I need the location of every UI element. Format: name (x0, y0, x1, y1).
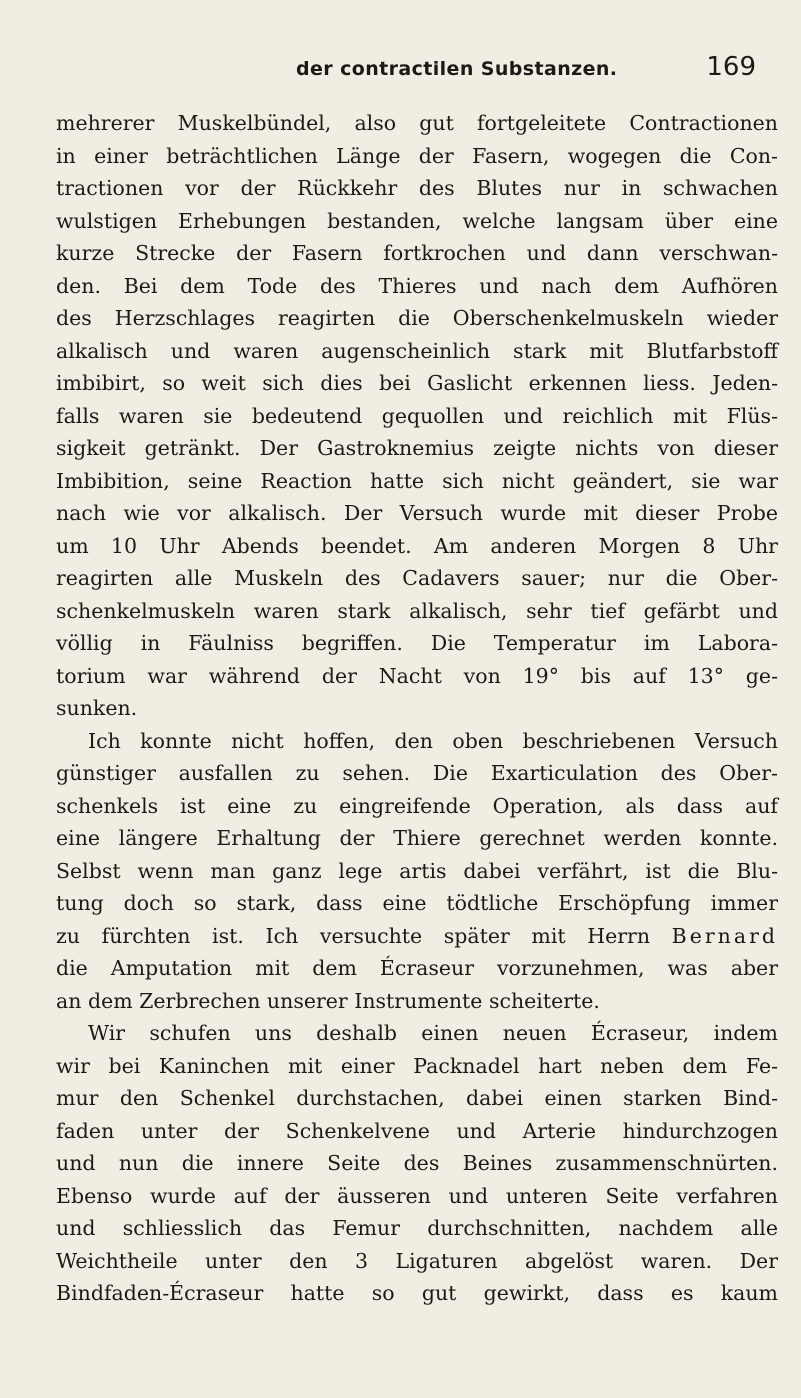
text-line: völlig in Fäulniss begriffen. Die Temperatur im Labora- (56, 631, 778, 655)
page-number: 169 (706, 52, 756, 82)
text-line: wulstigen Erhebungen bestanden, welche langsam über eine (56, 208, 778, 233)
text-line: sigkeit getränkt. Der Gastroknemius zeigte nichts von dieser (56, 436, 778, 460)
text-line-with-name (56, 920, 778, 953)
text-line: um 10 Uhr Abends beendet. Am anderen Morgen 8 Uhr (56, 533, 778, 558)
text-line: in einer beträchtlichen Länge der Fasern, wogegen die Con- (56, 143, 778, 168)
text-line: faden unter der Schenkelvene und Arterie hindurchzogen (56, 1118, 778, 1143)
text-line: eine längere Erhaltung der Thiere gerechnet werden konnte. (56, 826, 778, 850)
text-line: alkalisch und waren augenscheinlich stark mit Blutfarbstoff (56, 338, 778, 363)
text-line: mur den Schenkel durchstachen, dabei einen starken Bind- (56, 1086, 778, 1110)
text-line: Bindfaden-Écraseur hatte so gut gewirkt, dass es kaum (56, 1281, 778, 1305)
text-line: schenkelmuskeln waren stark alkalisch, sehr tief gefärbt und (56, 598, 778, 623)
text-line: imbibirt, so weit sich dies bei Gaslicht erkennen liess. Jeden- (56, 371, 778, 395)
text-line: nach wie vor alkalisch. Der Versuch wurde mit dieser Probe (56, 501, 778, 525)
text-line: Ebenso wurde auf der äusseren und unteren Seite verfahren (56, 1183, 778, 1208)
text-line: sunken. (56, 696, 138, 720)
running-header (56, 52, 756, 84)
text-line: Weichtheile unter den 3 Ligaturen abgelöst waren. Der (56, 1248, 778, 1273)
text-line: und nun die innere Seite des Beines zusammenschnürten. (56, 1151, 778, 1175)
text-line: günstiger ausfallen zu sehen. Die Exarticulation des Ober- (56, 761, 778, 785)
text-line: torium war während der Nacht von 19° bis auf 13° ge- (56, 663, 778, 688)
running-title: der contractilen Substanzen. (296, 58, 618, 80)
text-line: falls waren sie bedeutend gequollen und reichlich mit Flüs- (56, 403, 778, 428)
person-name: Bernard (671, 923, 778, 948)
text-line: und schliesslich das Femur durchschnitten, nachdem alle (56, 1216, 778, 1240)
text-line: kurze Strecke der Fasern fortkrochen und dann verschwan- (56, 241, 778, 265)
text-line: an dem Zerbrechen unserer Instrumente scheiterte. (56, 988, 600, 1013)
text-line: reagirten alle Muskeln des Cadavers sauer; nur die Ober- (56, 566, 778, 590)
text-line: Ich konnte nicht hoffen, den oben beschriebenen Versuch (88, 728, 778, 753)
text-fragment: zu fürchten ist. Ich versuchte später mit Herrn (56, 923, 651, 948)
text-line: schenkels ist eine zu eingreifende Operation, als dass auf (56, 793, 778, 818)
body-text (56, 107, 778, 1310)
text-line: tractionen vor der Rückkehr des Blutes nur in schwachen (56, 176, 778, 200)
text-line: tung doch so stark, dass eine tödtliche Erschöpfung immer (56, 891, 778, 915)
text-line: Imbibition, seine Reaction hatte sich nicht geändert, sie war (56, 468, 778, 493)
text-line: den. Bei dem Tode des Thieres und nach dem Aufhören (56, 273, 778, 298)
text-line: Wir schufen uns deshalb einen neuen Écraseur, indem (88, 1021, 778, 1045)
text-line: des Herzschlages reagirten die Oberschenkelmuskeln wieder (56, 306, 778, 330)
text-line: wir bei Kaninchen mit einer Packnadel hart neben dem Fe- (56, 1053, 778, 1078)
text-line: Selbst wenn man ganz lege artis dabei verfährt, ist die Blu- (56, 858, 778, 883)
text-line: die Amputation mit dem Écraseur vorzunehmen, was aber (56, 956, 778, 980)
text-line: mehrerer Muskelbündel, also gut fortgeleitete Contractionen (56, 111, 778, 135)
